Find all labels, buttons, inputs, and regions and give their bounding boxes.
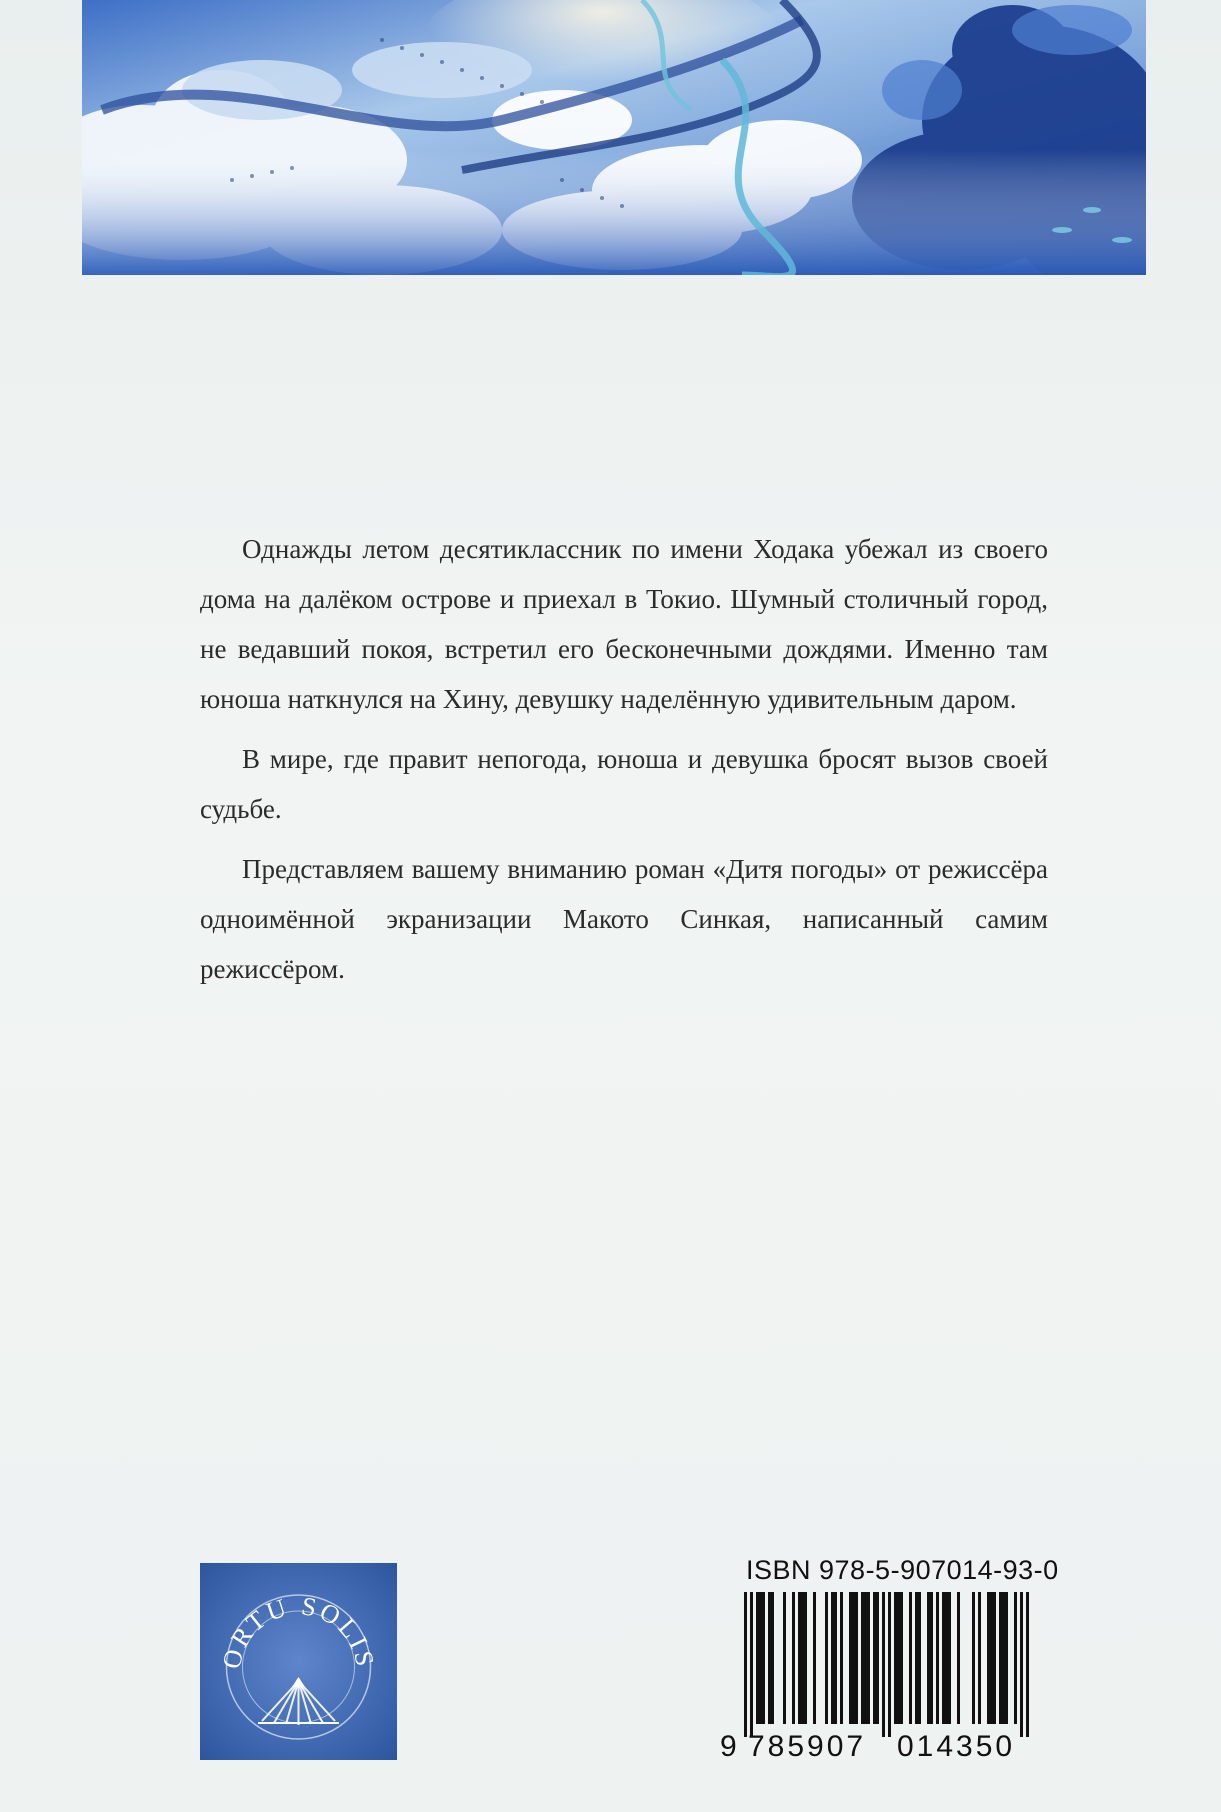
barcode-bar — [900, 1592, 903, 1724]
barcode-bar — [927, 1592, 930, 1724]
barcode-bar — [918, 1592, 921, 1724]
barcode-bar — [978, 1592, 981, 1724]
barcode-bar — [882, 1592, 885, 1737]
barcode-bar — [987, 1592, 990, 1724]
barcode-bar — [834, 1592, 837, 1724]
barcode-bar — [855, 1592, 858, 1724]
barcode-bar — [1026, 1592, 1029, 1737]
barcode-bar — [867, 1592, 870, 1724]
barcode-bar — [930, 1592, 933, 1724]
barcode-bar — [852, 1592, 855, 1724]
barcode-lead-digit: 9 — [720, 1730, 737, 1763]
synopsis-text — [200, 524, 1048, 1004]
barcode-bar — [861, 1592, 864, 1724]
synopsis-paragraph: Однажды летом десятиклассник по имени Ходака убежал из своего дома на далёком острове и приехал в Токио. Шумный столичный город, не ведавший покоя, встретил его бесконечными дождями. Именно там юноша наткнулся на Хину, девушку наделённую удивительным даром. — [200, 534, 1048, 714]
synopsis-paragraph: В мире, где правит непогода, юноша и девушка бросят вызов своей судьбе. — [200, 744, 1048, 824]
barcode-bar — [876, 1592, 879, 1724]
isbn-label: ISBN 978-5-907014-93-0 — [746, 1555, 1059, 1585]
barcode-left-digits: 785907 — [748, 1730, 867, 1763]
barcode-bar — [1002, 1592, 1005, 1724]
barcode-bar — [957, 1592, 960, 1724]
barcode-bar — [894, 1592, 897, 1724]
barcode-bar — [897, 1592, 900, 1724]
barcode-bar — [771, 1592, 774, 1724]
sky-illustration — [82, 0, 1146, 275]
barcode-bar — [825, 1592, 828, 1724]
barcode-bar — [798, 1592, 801, 1724]
barcode-bar — [972, 1592, 975, 1724]
barcode-bar — [993, 1592, 996, 1724]
barcode-bar — [945, 1592, 948, 1724]
barcode-bar — [744, 1592, 747, 1737]
barcode-bar — [999, 1592, 1002, 1724]
barcode-bar — [888, 1592, 891, 1737]
barcode-bar — [936, 1592, 939, 1724]
barcode-bar — [783, 1592, 786, 1724]
barcode-bar — [909, 1592, 912, 1724]
barcode-right-digits: 014350 — [897, 1730, 1016, 1763]
barcode-bar — [801, 1592, 804, 1724]
barcode-bar — [1020, 1592, 1023, 1737]
barcode-bar — [756, 1592, 759, 1724]
barcode-bar — [840, 1592, 843, 1724]
barcode-bar — [762, 1592, 765, 1724]
barcode-bar — [849, 1592, 852, 1724]
barcode-bar — [915, 1592, 918, 1724]
barcode-bar — [864, 1592, 867, 1724]
barcode-bar — [873, 1592, 876, 1724]
barcode-digits — [720, 1730, 1050, 1770]
barcode-bar — [750, 1592, 753, 1737]
barcode-bar — [990, 1592, 993, 1724]
synopsis-paragraph: Представляем вашему вниманию роман «Дитя погоды» от режиссёра одноимённой экранизации Макото Синкая, написанный самим режиссёром. — [200, 854, 1048, 984]
barcode-bar — [1014, 1592, 1017, 1724]
barcode-bar — [804, 1592, 807, 1724]
barcode-bar — [942, 1592, 945, 1724]
barcode-bar — [759, 1592, 762, 1724]
publisher-logo-text: ORTU SOLIS — [216, 1591, 381, 1672]
publisher-logo — [200, 1563, 397, 1760]
barcode-bar — [768, 1592, 771, 1724]
barcode-bar — [792, 1592, 795, 1724]
barcode-bar — [831, 1592, 834, 1724]
barcode-bar — [948, 1592, 951, 1724]
barcode-bar — [813, 1592, 816, 1724]
barcode-bar — [1005, 1592, 1008, 1724]
